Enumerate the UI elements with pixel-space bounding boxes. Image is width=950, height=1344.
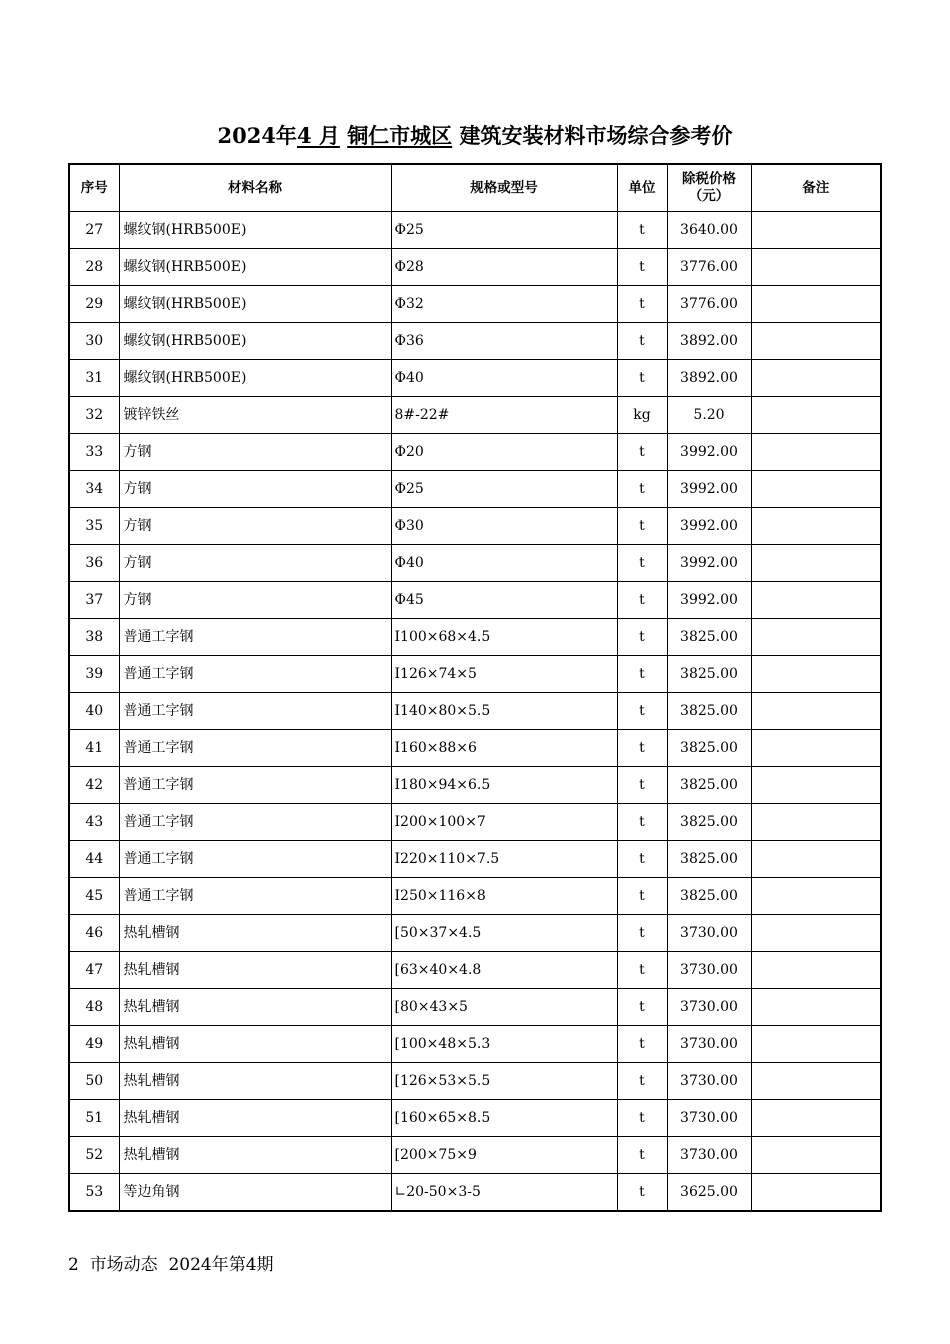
cell-price: 3892.00 (667, 323, 751, 360)
table-row (69, 582, 881, 619)
cell-no: 48 (69, 989, 119, 1026)
table-row (69, 1100, 881, 1137)
cell-unit: t (617, 804, 667, 841)
cell-unit: t (617, 656, 667, 693)
price-table (68, 163, 882, 1212)
cell-price: 3730.00 (667, 1100, 751, 1137)
cell-unit: t (617, 952, 667, 989)
cell-no: 52 (69, 1137, 119, 1174)
cell-unit: t (617, 582, 667, 619)
cell-price: 3825.00 (667, 878, 751, 915)
cell-no: 37 (69, 582, 119, 619)
cell-name: 螺纹钢(HRB500E) (119, 212, 391, 249)
cell-spec: Φ30 (391, 508, 617, 545)
table-row (69, 434, 881, 471)
table-row (69, 915, 881, 952)
cell-no: 42 (69, 767, 119, 804)
table-row (69, 730, 881, 767)
cell-remark (751, 286, 881, 323)
cell-remark (751, 915, 881, 952)
cell-price: 3992.00 (667, 471, 751, 508)
cell-price: 3825.00 (667, 804, 751, 841)
cell-remark (751, 656, 881, 693)
cell-name: 普通工字钢 (119, 841, 391, 878)
footer-issue: 2024年第4期 (168, 1255, 274, 1275)
cell-spec: [200×75×9 (391, 1137, 617, 1174)
cell-price: 3730.00 (667, 1137, 751, 1174)
cell-unit: t (617, 1100, 667, 1137)
cell-unit: t (617, 989, 667, 1026)
cell-spec: [160×65×8.5 (391, 1100, 617, 1137)
cell-remark (751, 397, 881, 434)
cell-name: 普通工字钢 (119, 693, 391, 730)
cell-remark (751, 619, 881, 656)
cell-price: 3892.00 (667, 360, 751, 397)
cell-unit: t (617, 730, 667, 767)
table-row (69, 397, 881, 434)
cell-price: 3730.00 (667, 952, 751, 989)
cell-spec: Φ40 (391, 360, 617, 397)
cell-remark (751, 1137, 881, 1174)
cell-spec: I126×74×5 (391, 656, 617, 693)
header-remark: 备注 (751, 164, 881, 212)
cell-unit: t (617, 1026, 667, 1063)
footer-publication: 市场动态 (89, 1255, 158, 1275)
cell-spec: [126×53×5.5 (391, 1063, 617, 1100)
table-row (69, 841, 881, 878)
header-no: 序号 (69, 164, 119, 212)
cell-spec: Φ45 (391, 582, 617, 619)
cell-unit: t (617, 360, 667, 397)
title-year: 2024年 (217, 123, 297, 148)
title-region: 铜仁市城区 (347, 123, 453, 148)
cell-spec: [100×48×5.3 (391, 1026, 617, 1063)
cell-no: 49 (69, 1026, 119, 1063)
cell-remark (751, 952, 881, 989)
header-price-line2: （元） (688, 188, 730, 204)
cell-remark (751, 1100, 881, 1137)
cell-name: 普通工字钢 (119, 730, 391, 767)
cell-name: 螺纹钢(HRB500E) (119, 360, 391, 397)
table-row (69, 804, 881, 841)
cell-unit: t (617, 323, 667, 360)
cell-unit: t (617, 286, 667, 323)
cell-remark (751, 693, 881, 730)
cell-name: 热轧槽钢 (119, 952, 391, 989)
cell-name: 螺纹钢(HRB500E) (119, 249, 391, 286)
cell-no: 36 (69, 545, 119, 582)
table-row (69, 360, 881, 397)
cell-remark (751, 1174, 881, 1212)
cell-remark (751, 434, 881, 471)
cell-no: 45 (69, 878, 119, 915)
cell-price: 3776.00 (667, 286, 751, 323)
cell-remark (751, 804, 881, 841)
cell-unit: t (617, 508, 667, 545)
cell-no: 39 (69, 656, 119, 693)
cell-unit: t (617, 767, 667, 804)
header-spec: 规格或型号 (391, 164, 617, 212)
header-price-line1: 除税价格 (682, 171, 736, 187)
cell-no: 38 (69, 619, 119, 656)
cell-no: 44 (69, 841, 119, 878)
cell-remark (751, 730, 881, 767)
cell-no: 34 (69, 471, 119, 508)
cell-price: 3730.00 (667, 1026, 751, 1063)
cell-no: 28 (69, 249, 119, 286)
cell-spec: Φ25 (391, 471, 617, 508)
cell-price: 3992.00 (667, 434, 751, 471)
header-price (667, 164, 751, 212)
cell-price: 3992.00 (667, 508, 751, 545)
cell-remark (751, 582, 881, 619)
cell-remark (751, 323, 881, 360)
table-row (69, 286, 881, 323)
table-row (69, 545, 881, 582)
cell-price: 3730.00 (667, 1063, 751, 1100)
cell-price: 3640.00 (667, 212, 751, 249)
cell-no: 43 (69, 804, 119, 841)
cell-spec: I220×110×7.5 (391, 841, 617, 878)
table-row (69, 1137, 881, 1174)
cell-name: 普通工字钢 (119, 619, 391, 656)
cell-spec: I100×68×4.5 (391, 619, 617, 656)
table-row (69, 212, 881, 249)
table-row (69, 323, 881, 360)
cell-name: 方钢 (119, 471, 391, 508)
cell-name: 方钢 (119, 582, 391, 619)
cell-price: 3825.00 (667, 841, 751, 878)
cell-unit: t (617, 471, 667, 508)
cell-no: 27 (69, 212, 119, 249)
cell-name: 螺纹钢(HRB500E) (119, 323, 391, 360)
table-row (69, 656, 881, 693)
cell-no: 32 (69, 397, 119, 434)
cell-unit: t (617, 249, 667, 286)
cell-remark (751, 878, 881, 915)
cell-remark (751, 1026, 881, 1063)
cell-price: 3825.00 (667, 619, 751, 656)
cell-remark (751, 508, 881, 545)
cell-name: 方钢 (119, 434, 391, 471)
cell-remark (751, 767, 881, 804)
cell-name: 热轧槽钢 (119, 1063, 391, 1100)
cell-price: 3625.00 (667, 1174, 751, 1212)
table-row (69, 878, 881, 915)
table-header-row (69, 164, 881, 212)
cell-spec: I200×100×7 (391, 804, 617, 841)
cell-spec: I180×94×6.5 (391, 767, 617, 804)
cell-name: 普通工字钢 (119, 804, 391, 841)
cell-name: 普通工字钢 (119, 878, 391, 915)
cell-name: 普通工字钢 (119, 656, 391, 693)
cell-price: 3825.00 (667, 730, 751, 767)
cell-price: 3992.00 (667, 545, 751, 582)
cell-remark (751, 212, 881, 249)
cell-unit: t (617, 434, 667, 471)
cell-spec: Φ40 (391, 545, 617, 582)
table-body (69, 212, 881, 1212)
cell-unit: t (617, 1063, 667, 1100)
cell-unit: t (617, 915, 667, 952)
table-row (69, 471, 881, 508)
header-unit: 单位 (617, 164, 667, 212)
cell-price: 3825.00 (667, 656, 751, 693)
cell-no: 31 (69, 360, 119, 397)
cell-unit: t (617, 1137, 667, 1174)
cell-unit: kg (617, 397, 667, 434)
cell-unit: t (617, 212, 667, 249)
table-row (69, 693, 881, 730)
cell-remark (751, 989, 881, 1026)
cell-name: 热轧槽钢 (119, 1026, 391, 1063)
cell-price: 3992.00 (667, 582, 751, 619)
cell-spec: [63×40×4.8 (391, 952, 617, 989)
cell-remark (751, 1063, 881, 1100)
footer-page-number: 2 (68, 1255, 79, 1275)
cell-unit: t (617, 545, 667, 582)
table-row (69, 619, 881, 656)
cell-spec: Φ20 (391, 434, 617, 471)
cell-remark (751, 249, 881, 286)
cell-remark (751, 471, 881, 508)
cell-price: 5.20 (667, 397, 751, 434)
cell-no: 53 (69, 1174, 119, 1212)
cell-spec: ∟20-50×3-5 (391, 1174, 617, 1212)
cell-spec: 8#-22# (391, 397, 617, 434)
cell-spec: [50×37×4.5 (391, 915, 617, 952)
cell-name: 热轧槽钢 (119, 989, 391, 1026)
cell-unit: t (617, 878, 667, 915)
cell-name: 等边角钢 (119, 1174, 391, 1212)
cell-spec: [80×43×5 (391, 989, 617, 1026)
cell-no: 50 (69, 1063, 119, 1100)
table-row (69, 1063, 881, 1100)
cell-name: 普通工字钢 (119, 767, 391, 804)
cell-remark (751, 360, 881, 397)
cell-spec: Φ32 (391, 286, 617, 323)
cell-no: 46 (69, 915, 119, 952)
table-row (69, 508, 881, 545)
cell-name: 热轧槽钢 (119, 1137, 391, 1174)
cell-price: 3825.00 (667, 767, 751, 804)
title-month: 4 月 (296, 123, 340, 148)
table-row (69, 1174, 881, 1212)
cell-name: 热轧槽钢 (119, 1100, 391, 1137)
cell-price: 3730.00 (667, 915, 751, 952)
table-row (69, 249, 881, 286)
cell-unit: t (617, 841, 667, 878)
cell-unit: t (617, 1174, 667, 1212)
cell-spec: I250×116×8 (391, 878, 617, 915)
page-footer (68, 1253, 274, 1277)
cell-spec: Φ28 (391, 249, 617, 286)
table-row (69, 952, 881, 989)
header-name: 材料名称 (119, 164, 391, 212)
table-row (69, 1026, 881, 1063)
cell-spec: Φ36 (391, 323, 617, 360)
cell-spec: I140×80×5.5 (391, 693, 617, 730)
cell-no: 29 (69, 286, 119, 323)
cell-name: 螺纹钢(HRB500E) (119, 286, 391, 323)
cell-no: 51 (69, 1100, 119, 1137)
cell-no: 41 (69, 730, 119, 767)
cell-no: 35 (69, 508, 119, 545)
cell-price: 3776.00 (667, 249, 751, 286)
page-title (0, 120, 950, 152)
table-row (69, 767, 881, 804)
cell-unit: t (617, 693, 667, 730)
cell-unit: t (617, 619, 667, 656)
cell-no: 33 (69, 434, 119, 471)
cell-name: 热轧槽钢 (119, 915, 391, 952)
cell-price: 3730.00 (667, 989, 751, 1026)
cell-no: 30 (69, 323, 119, 360)
cell-name: 方钢 (119, 545, 391, 582)
cell-name: 方钢 (119, 508, 391, 545)
table-row (69, 989, 881, 1026)
cell-price: 3825.00 (667, 693, 751, 730)
cell-no: 47 (69, 952, 119, 989)
cell-spec: I160×88×6 (391, 730, 617, 767)
cell-name: 镀锌铁丝 (119, 397, 391, 434)
cell-remark (751, 545, 881, 582)
cell-spec: Φ25 (391, 212, 617, 249)
cell-no: 40 (69, 693, 119, 730)
cell-remark (751, 841, 881, 878)
title-subject: 建筑安装材料市场综合参考价 (459, 123, 733, 148)
